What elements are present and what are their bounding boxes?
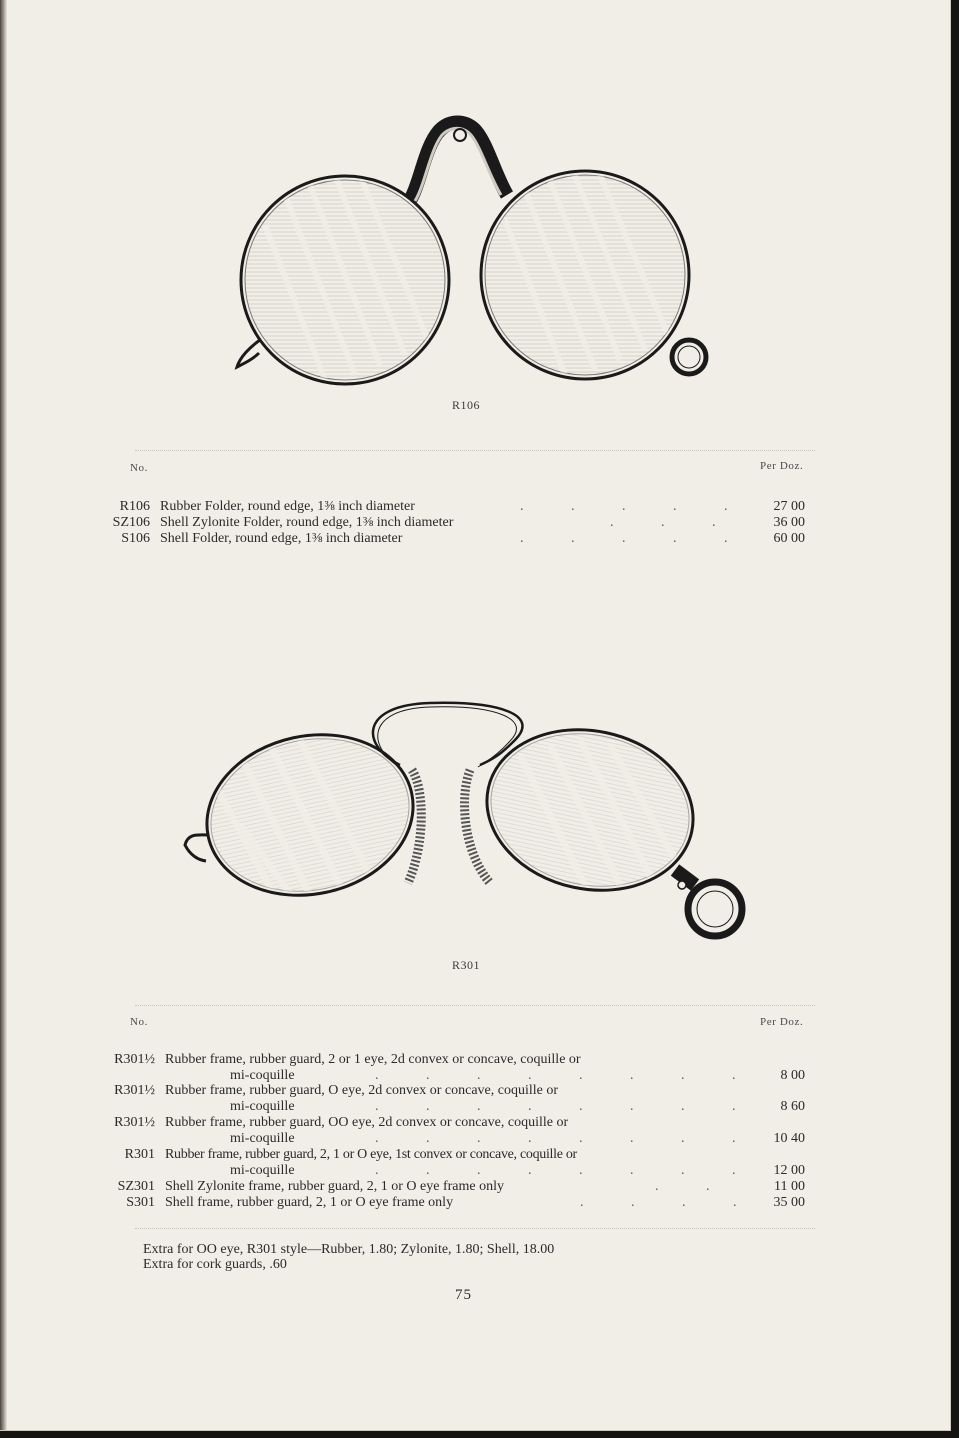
- table1-price-header: Per Doz.: [760, 460, 804, 472]
- catalog-page: R106 No. Per Doz. R106 Rubber Folder, round edge, 1⅜ inch diameter . . . . . 27 00 SZ106 Shell Zylonite Folder, round edge, 1⅜ inch diameter . . . 36 00 S106 Shell Folder, round edge, 1⅜ inch diameter . . . . . 60 00 R301 No. Per Doz. R301½ Rubber frame, rubber guard, 2 or 1 eye, 2d convex or concave, coquille or mi-coquille . . . . . . . . 8 00 R301½ Rubber frame, rubber guard, O eye, 2d convex or concave, coquille or mi-coquille . . . . . . . . 8 60 R301½ Rubber frame, rubber guard, OO eye, 2d convex or concave, coquille or mi-coquille . . . . . . . . 10 40 R301 Rubber frame, rubber guard, 2, 1 or O eye, 1st convex or concave, coquille or mi-coquille . . . . . . . . 12 00 SZ301 Shell Zylonite frame, rubber guard, 2, 1 or O eye frame only . . 11 00 S301 Shell frame, rubber guard, 2, 1 or O eye frame only . . . . 35 00 Extra for OO eye, R301 style—Rubber, 1.80; Zylonite, 1.80; Shell, 18.00 Extra for cork guards, .60 75: [0, 0, 951, 1431]
- book-binding-edge: [0, 0, 7, 1430]
- r106-eyeglasses-illustration: [225, 115, 725, 390]
- table1-no-header: No.: [130, 462, 148, 474]
- table1-top-rule: [135, 450, 815, 451]
- figure-caption-r301: R301: [452, 958, 481, 972]
- table2-no-header: No.: [130, 1016, 148, 1028]
- figure-caption-r106: R106: [452, 398, 481, 412]
- table2-price-header: Per Doz.: [760, 1016, 804, 1028]
- table2-top-rule: [135, 1005, 815, 1006]
- note-extra-oo-eye: Extra for OO eye, R301 style—Rubber, 1.80; Zylonite, 1.80; Shell, 18.00: [143, 1242, 555, 1257]
- r301-pince-nez-illustration: [180, 695, 750, 945]
- table2-bottom-rule: [135, 1228, 815, 1229]
- note-extra-cork-guards: Extra for cork guards, .60: [143, 1257, 287, 1272]
- page-number: 75: [455, 1287, 472, 1303]
